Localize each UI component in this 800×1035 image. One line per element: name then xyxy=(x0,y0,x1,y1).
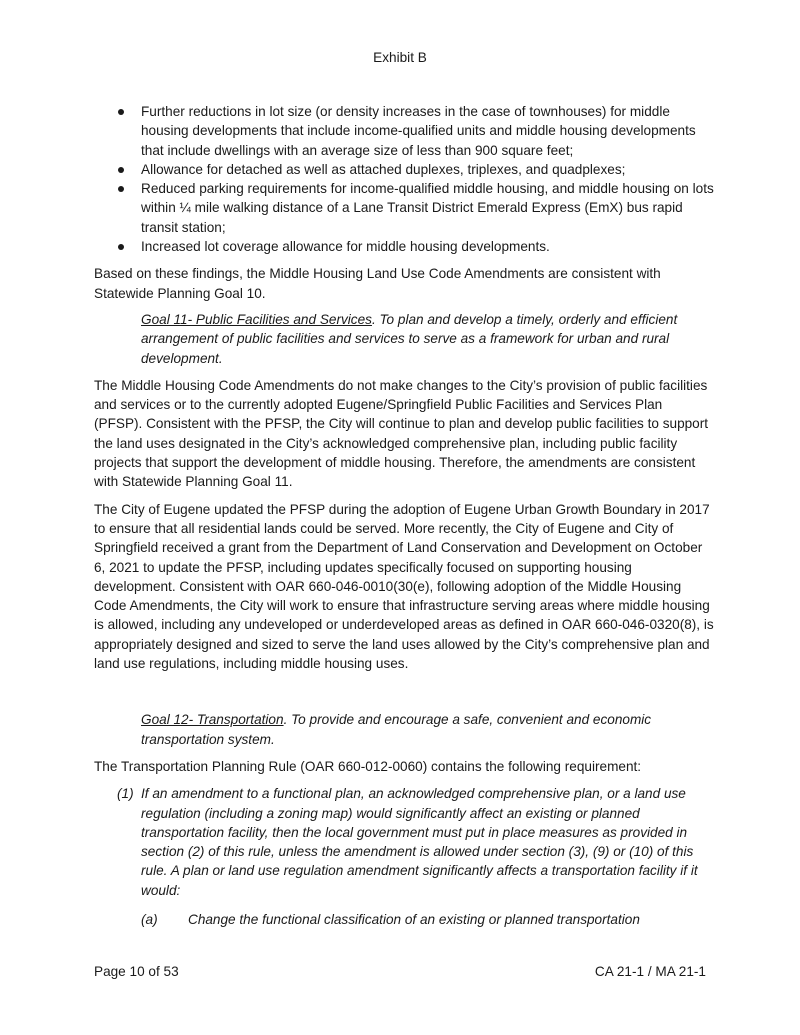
goal12-statement xyxy=(94,710,714,749)
rule-text: If an amendment to a functional plan, an acknowledged comprehensive plan, or a land use regulation (including a zoning map) would significantly affect an existing or planned transportation facility, then the local government must put in place measures as provided in section (2) of this rule, unless the amendment is allowed under section (3), (9) or (10) of this rule. A plan or land use regulation amendment significantly affects a transportation facility if it would: xyxy=(141,786,698,898)
rule-subitem-a xyxy=(94,910,714,929)
page-number: Page 10 of 53 xyxy=(94,964,179,979)
bullet-icon xyxy=(118,167,124,173)
bullet-icon xyxy=(118,186,124,192)
tpr-intro: The Transportation Planning Rule (OAR 660-012-0060) contains the following requirement: xyxy=(94,758,642,774)
subitem-text: Change the functional classification of an existing or planned transportation xyxy=(188,911,640,927)
list-item: Allowance for detached as well as attached duplexes, triplexes, and quadplexes; xyxy=(94,160,714,179)
goal12-title: Goal 12- Transportation xyxy=(141,712,284,728)
goal11-paragraph-2: The City of Eugene updated the PFSP during the adoption of Eugene Urban Growth Boundary in 2017 to ensure that all residential lands could be served. More recently, the City of Eugene and City of Springfield received a grant from the Department of Land Conservation and Development on October 6, 2021 to update the PFSP, including updates specifically focused on supporting housing development. Consistent with OAR 660-046-0010(30(e), following adoption of the Middle Housing Code Amendments, the City will work to ensure that infrastructure serving areas where middle housing is allowed, including any undeveloped or underdeveloped areas as defined in OAR 660-046-0320(8), is appropriately designed and sized to serve the land uses allowed by the City’s comprehensive plan and land use regulations, including middle housing uses. xyxy=(94,501,714,672)
list-item: Reduced parking requirements for income-qualified middle housing, and middle housing on lots within ¼ mile walking distance of a Lane Transit District Emerald Express (EmX) bus rapid transit station; xyxy=(94,179,714,237)
case-number: CA 21-1 / MA 21-1 xyxy=(594,964,706,979)
page-header: Exhibit B xyxy=(373,50,427,65)
goal11-statement xyxy=(94,310,714,368)
goal11-paragraph-1: The Middle Housing Code Amendments do not make changes to the City’s provision of public facilities and services or to the currently adopted Eugene/Springfield Public Facilities and Services Plan (PFSP). Consistent with the PFSP, the City will continue to plan and develop public facilities to support the land uses designated in the City’s acknowledged comprehensive plan, including public facility projects that support the development of middle housing. Therefore, the amendments are consistent with Statewide Planning Goal 11. xyxy=(94,377,709,490)
rule-number: (1) xyxy=(117,786,134,802)
document-body xyxy=(94,102,714,929)
goal11-text: . To plan and develop a timely, orderly and efficient arrangement of public facilities and services to serve as a framework for urban and rural development. xyxy=(141,311,678,366)
page-footer xyxy=(94,962,706,981)
bullet-icon xyxy=(118,109,124,115)
bullet-list xyxy=(94,102,714,256)
goal11-title: Goal 11- Public Facilities and Services xyxy=(141,311,372,327)
goal10-conclusion: Based on these findings, the Middle Housing Land Use Code Amendments are consistent with Statewide Planning Goal 10. xyxy=(94,266,661,301)
spacer xyxy=(94,673,714,703)
goal12-text: . To provide and encourage a safe, convenient and economic transportation system. xyxy=(141,712,652,747)
list-item: Further reductions in lot size (or density increases in the case of townhouses) for middle housing developments that include income-qualified units and middle housing developments that include dwellings with an average size of less than 900 square feet; xyxy=(94,102,714,160)
subitem-letter: (a) xyxy=(141,911,158,927)
bullet-icon xyxy=(118,244,124,250)
rule-item-1 xyxy=(94,784,714,900)
list-item: Increased lot coverage allowance for middle housing developments. xyxy=(94,237,714,256)
